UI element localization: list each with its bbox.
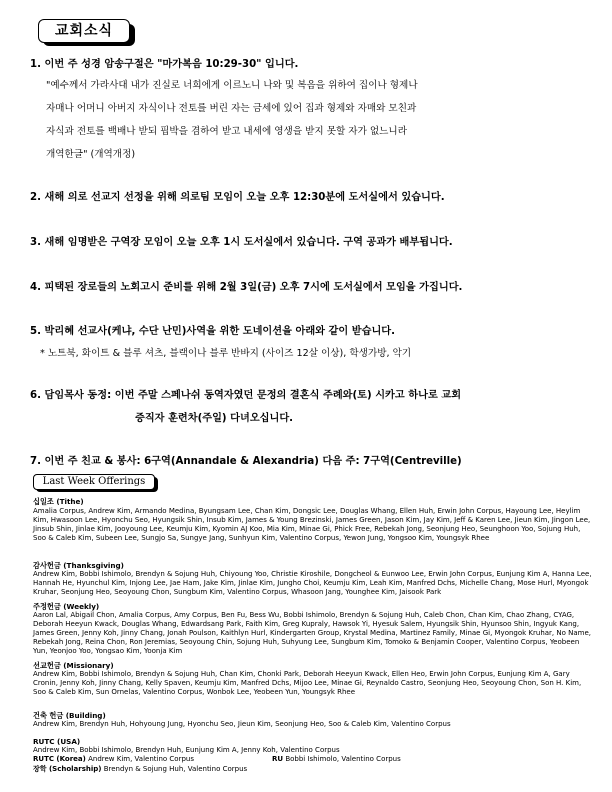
item-number: 4.: [30, 282, 41, 293]
section-body-building: Andrew Kim, Brendyn Huh, Hohyoung Jung, Hyonchu Seo, Jieun Kim, Seonjung Heo, Soo & Caleb Kim, Valentino Corpus: [33, 720, 451, 728]
item-number: 1.: [30, 59, 41, 70]
item-text: 새해 임명받은 구역장 모임이 오늘 오후 1시 도서실에서 있습니다. 구역 공과가 배부됩니다.: [44, 237, 453, 248]
offerings-title-box: [33, 474, 161, 494]
ru-label: RU: [272, 755, 284, 763]
section-body-thanksgiving: Andrew Kim, Bobbi Ishimolo, Brendyn & Sojung Huh, Chiyoung Yoo, Christie Kiroshile, Dongcheol & Eunwoo Lee, Erwin John Corpus, Eunjung Kim A, Hanna Lee, Hannah He, Hyunchul Kim, Injong Lee, Jae Ham, Jake Kim, Jinlae Kim, Jungho Choi, Keumju Kim, Leah Kim, Manfred Dchs, Michelle Chang, Mose Hurl, Myongok Kruhar, Seonjung Heo, Seoyoung Chon, Sungbum Kim, Valentino Corpus, Whasoon Jang, Younghee Kim, Jaisook Park: [33, 570, 592, 596]
news-item-5: [30, 322, 395, 337]
section-head-tithe: 십일조 (Tithe): [33, 497, 84, 506]
rutc-korea-label: RUTC (Korea): [33, 755, 86, 763]
ru-line: [272, 755, 401, 763]
item-number: 3.: [30, 237, 41, 248]
verse-line-2: 자매나 어머니 아버지 자식이나 전토를 버린 자는 금세에 있어 집과 형제와 자매와 모친과: [46, 103, 417, 114]
section-body-rutc-usa: Andrew Kim, Bobbi Ishimolo, Brendyn Huh, Eunjung Kim A, Jenny Koh, Valentino Corpus: [33, 746, 340, 754]
section-body-missionary: Andrew Kim, Bobbi Ishimolo, Brendyn & Sojung Huh, Chan Kim, Chonki Park, Deborah Heeyun Kwack, Ellen Heo, Erwin John Corpus, Eunjung Kim A, Gary Cronin, Jenny Koh, Jinny Chang, Kelly Spaven, Keumju Kim, Manfred Dchs, Mijoo Lee, Minae Gi, Reynaldo Castro, Seonjung Heo, Seoyoung Chon, Son H. Kim, Soo & Caleb Kim, Sun Ornelas, Valentino Corpus, Wonbok Lee, Yeobeen Yun, Youngsyk Rhee: [33, 670, 582, 696]
section-body-weekly: Aaron Lal, Abigail Chon, Amalia Corpus, Amy Corpus, Ben Fu, Bess Wu, Bobbi Ishimolo, Brendyn & Sojung Huh, Caleb Chon, Chan Kim, Chao Zhang, CYAG, Deborah Heeyun Kwack, Douglas Whang, Edwardsang Park, Faith Kim, Greg Kupraly, Hawsok Yi, Hyesuk Salem, Hyungsik Shin, Hyunsoo Shin, Ingyuk Kang, James Green, Jenny Koh, Jinny Chang, Jonah Poulson, Kaithlyn Hurl, Kindergarten Group, Krystal Medina, Martinez Family, Minae Gi, Myongok Kruhar, No Name, Rebekah Jong, Reina Chon, Ron Jeremias, Seoyoung Chin, Sojung Huh, Suhyung Lee, Sungbum Kim, Tomoko & Benjamin Cooper, Valentino Corpus, Yeobeen Yun, Yeonjoo Yoo, Yongsao Kim, Yoonja Kim: [33, 611, 592, 655]
section-head-rutc-usa: RUTC (USA): [33, 737, 81, 746]
verse-line-3: 자식과 전토를 백배나 받되 핍박을 겸하여 받고 내세에 영생을 받지 못할 자가 없느니라: [46, 126, 407, 137]
news-item-7: [30, 452, 462, 467]
section-head-building: 건축 헌금 (Building): [33, 711, 106, 720]
verse-line-4: 개역한글" (개역개정): [46, 149, 136, 160]
item-text: 이번 주 성경 암송구절은 "마가복음 10:29-30" 입니다.: [44, 59, 299, 70]
item-text: 담임목사 동정: 이번 주말 스페나쉬 동역자였던 문정의 결혼식 주례와(토) 시카고 하나로 교회: [44, 390, 462, 401]
page-title-box: [38, 19, 138, 49]
scholarship-names: Brendyn & Sojung Huh, Valentino Corpus: [103, 765, 248, 773]
rutc-korea-line: [33, 755, 194, 763]
item-text: 박리혜 선교사(케냐, 수단 난민)사역을 위한 도네이션을 아래와 같이 받습니다.: [44, 326, 396, 337]
verse-line-1: "예수께서 가라사대 내가 진실로 너희에게 이르노니 나와 및 복음을 위하여 집이나 형제나: [46, 80, 418, 91]
section-head-weekly: 주정헌금 (Weekly): [33, 602, 100, 611]
item-text: 이번 주 친교 & 봉사: 6구역(Annandale & Alexandria) 다음 주: 7구역(Centreville): [44, 456, 462, 467]
section-head-missionary: 선교헌금 (Missionary): [33, 661, 114, 670]
item-number: 6.: [30, 390, 41, 401]
news-item-1: [30, 55, 298, 70]
news-item-6-line-2: 증직자 훈련차(주일) 다녀오십니다.: [135, 413, 294, 424]
section-body-tithe: Amalia Corpus, Andrew Kim, Armando Medina, Byungsam Lee, Chan Kim, Dongsic Lee, Douglas Whang, Ellen Huh, Erwin John Corpus, Hayoung Lee, Heylim Kim, Hwasoon Lee, Hyonchu Seo, Hyungsik Shin, Insub Kim, James & Young Brezinski, James Green, Jason Kim, Jay Kim, Jeff & Karen Lee, Jieun Kim, Jingon Lee, Jinsub Shin, Jinlae Kim, Jooyoung Lee, Keumju Kim, Kyomin AJ Koo, Mia Kim, Minae Gi, Phick Free, Rebekah Jong, Seonjung Heo, Seunghoon Yoo, Sojung Huh, Soo & Caleb Kim, Subeen Lee, Sungjo Sa, Sungye Jang, Sunhyun Kim, Valentino Corpus, Yewon Jung, Yongsoo Kim, Youngsyk Rhee: [33, 507, 591, 542]
item-number: 2.: [30, 192, 41, 203]
page-title: 교회소식: [38, 19, 130, 43]
rutc-korea-names: Andrew Kim, Valentino Corpus: [88, 755, 194, 763]
offerings-title: Last Week Offerings: [33, 474, 155, 490]
news-item-4: [30, 278, 462, 293]
donation-note: * 노트북, 화이트 & 블루 셔츠, 블랙이나 블루 반바지 (사이즈 12살 이상), 학생가방, 악기: [40, 348, 412, 359]
item-text: 새해 의로 선교지 선정을 위해 의로팀 모임이 오늘 오후 12:30분에 도서실에서 있습니다.: [44, 192, 445, 203]
scholarship-label: 장학 (Scholarship): [33, 765, 102, 773]
item-number: 7.: [30, 456, 41, 467]
news-item-3: [30, 233, 453, 248]
news-item-6: [30, 386, 461, 401]
news-item-2: [30, 188, 445, 203]
item-number: 5.: [30, 326, 41, 337]
section-head-thanksgiving: 감사헌금 (Thanksgiving): [33, 561, 124, 570]
item-text: 피택된 장로들의 노회고시 준비를 위해 2월 3일(금) 오후 7시에 도서실에서 모임을 가집니다.: [44, 282, 463, 293]
ru-names: Bobbi Ishimolo, Valentino Corpus: [285, 755, 401, 763]
scholarship-line: [33, 764, 247, 774]
